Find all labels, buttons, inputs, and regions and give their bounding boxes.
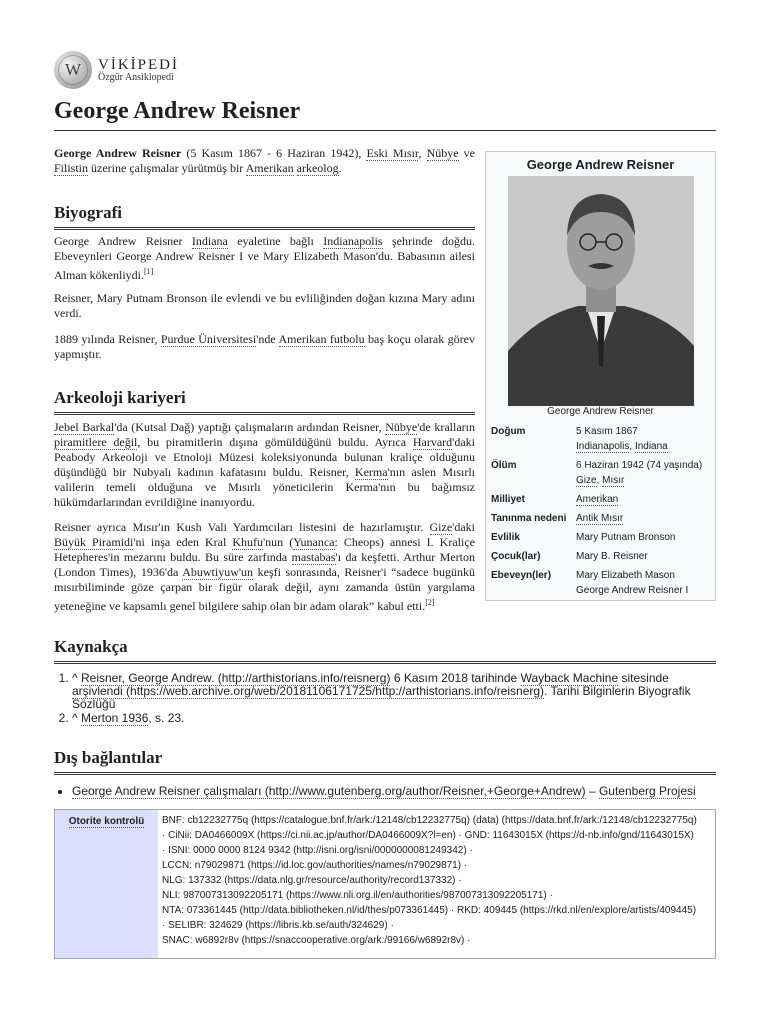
link-indiana[interactable]: Indiana xyxy=(191,234,228,248)
external-links-list xyxy=(72,784,696,798)
page-title: George Andrew Reisner xyxy=(54,98,716,131)
link-jebel-barkal[interactable]: Jebel Barkal xyxy=(54,420,115,434)
lead-paragraph: George Andrew Reisner (5 Kasım 1867 - 6 Haziran 1942), Eski Mısır, Nübye ve Filistin üzerine çalışmalar yürütmüş bir Amerikan arkeolog. xyxy=(54,146,475,175)
authority-line[interactable]: BNF: cb12232775q (https://catalogue.bnf.fr/ark:/12148/cb12232775q) (data) (https://data.bnf.fr/ark:/12148/cb12232775q) xyxy=(162,815,697,826)
infobox-row-evlilik: Evlilik Mary Putnam Bronson xyxy=(491,532,676,543)
lead-subject: George Andrew Reisner xyxy=(54,146,182,160)
career-paragraph-2: Reisner ayrıca Mısır'ın Kush Vali Yardımcıları listesini de hazırlamıştır. Gize'daki Büyük Piramidi'ni inşa eden Kral Khufu'nun (Yunanca: Cheops) annesi I. Kraliçe Hetepheres'in mezarını buldu. Bu süre zarfında mastabas'ı da keşfetti. Arthur Merton (London Times), 1936'da Abuwtiyuw'un keşfi sonrasında, Reisner'i “sadece bugünkü mısırbiliminde göze çarpan bir figür olarak değil, aynı zamanda üstün yargılama yeteneğine ve kapsamlı genel bilgilere sahip olan bir adam olarak” kabul etti.[2] xyxy=(54,520,475,613)
bio-paragraph-2: Reisner, Mary Putnam Bronson ile evlendi ve bu evliliğinden doğan kızına Mary adını verdi. xyxy=(54,291,475,320)
link-wayback-machine[interactable]: Wayback Machine xyxy=(520,671,619,685)
infobox-table xyxy=(490,422,714,600)
link-harvard[interactable]: Harvard xyxy=(412,435,453,449)
link-amerikan[interactable]: Amerikan xyxy=(245,161,294,175)
authority-control-list xyxy=(162,813,716,948)
link-nubye-2[interactable]: Nübye xyxy=(385,420,418,434)
infobox-row-taninma: Tanınma nedeni Antik Mısır xyxy=(491,513,624,524)
references-list xyxy=(72,672,712,726)
puzzle-globe-icon xyxy=(54,51,92,89)
ref-2-backlink[interactable]: ^ xyxy=(72,711,78,725)
heading-kaynakca: Kaynakça xyxy=(54,637,716,664)
infobox-row-milliyet: Milliyet Amerikan xyxy=(491,494,619,505)
link-gize-ib[interactable]: Gize xyxy=(576,475,597,486)
authority-line[interactable]: NLI: 987007313092205171 (https://www.nli.org.il/en/authorities/987007313092205171) · xyxy=(162,890,553,901)
link-khufu[interactable]: Khufu xyxy=(232,535,263,549)
authority-line[interactable]: LCCN: n79029871 (https://id.loc.gov/authorities/names/n79029871) · xyxy=(162,860,468,871)
link-indianapolis[interactable]: Indianapolis xyxy=(323,234,383,248)
link-abuwtiyuw[interactable]: Abuwtiyuw'un xyxy=(182,565,254,579)
portrait-photo[interactable] xyxy=(508,176,694,406)
authority-line[interactable]: · SELIBR: 324629 (https://libris.kb.se/auth/324629) · xyxy=(162,920,394,931)
reference-1: 1. ^ Reisner, George Andrew. (http://arthistorians.info/reisnerg) 6 Kasım 2018 tarihinde Wayback Machine sitesinde arşivlendi (https://web.archive.org/web/20181106171725/http://arthistorians.info/reisnerg). Tarihi Bilginlerin Biyografik Sözlüğü xyxy=(72,672,712,711)
infobox-row-cocuk: Çocuk(lar) Mary B. Reisner xyxy=(491,551,648,562)
infobox-row-ebeveyn: Ebeveyn(ler) Mary Elizabeth Mason George Andrew Reisner I xyxy=(491,570,689,596)
infobox-row-dogum: Doğum 5 Kasım 1867 Indianapolis, Indiana xyxy=(491,426,668,452)
ref-1-link[interactable]: [1] xyxy=(144,267,154,276)
external-link-item: • George Andrew Reisner çalışmaları (http://www.gutenberg.org/author/Reisner,+George+Andrew) – Gutenberg Projesi xyxy=(72,784,696,798)
ref-2-link[interactable]: [2] xyxy=(425,598,435,607)
link-gutenberg-projesi[interactable]: Gutenberg Projesi xyxy=(598,784,696,798)
authority-control-box xyxy=(54,809,716,959)
infobox xyxy=(485,151,716,601)
link-buyuk-piramidi[interactable]: Büyük Piramidi xyxy=(54,535,134,549)
link-purdue[interactable]: Purdue Üniversitesi xyxy=(160,332,257,346)
bio-paragraph-1: George Andrew Reisner Indiana eyaletine bağlı Indianapolis şehrinde doğdu. Ebeveynleri George Andrew Reisner I ve Mary Elizabeth Mason'du. Babasının ailesi Alman kökenliydi.[1] xyxy=(54,234,475,282)
link-archived[interactable]: arşivlendi (https://web.archive.org/web/20181106171725/http://arthistorians.info/reisnerg) xyxy=(72,684,545,698)
wikipedia-logo[interactable] xyxy=(54,51,179,89)
infobox-title: George Andrew Reisner xyxy=(526,157,675,172)
authority-line[interactable]: SNAC: w6892r8v (https://snaccooperative.org/ark:/99166/w6892r8v) · xyxy=(162,935,471,946)
bio-paragraph-3: 1889 yılında Reisner, Purdue Üniversitesi'nde Amerikan futbolu baş koçu olarak görev yapmıştır. xyxy=(54,332,475,361)
link-eski-misir[interactable]: Eski Mısır xyxy=(366,146,419,160)
link-nubye[interactable]: Nübye xyxy=(426,146,459,160)
career-paragraph-1: Jebel Barkal'da (Kutsal Dağ) yaptığı çalışmaların ardından Reisner, Nübye'de kralların piramitlere değil, bu piramitlerin dışına gömüldüğünü buldu. Ayrıca Harvard'daki Peabody Arkeoloji ve Etnoloji Müzesi koleksiyonunda bulunan kraliçe olduğunu düşündüğü bir Nubyalı kadının kafatasını buldu. Reisner, Kerma'nın aslen Mısırlı valilerin temeli olduğuna ve Mısırlı yöneticilerin Kerma'nın bu bağımsız hükümdarlarından evrildiğine inanıyordu. xyxy=(54,420,476,509)
link-piramitlere-degil[interactable]: piramitlere değil xyxy=(54,435,138,449)
link-misir-ib[interactable]: Mısır xyxy=(602,475,625,486)
link-kerma[interactable]: Kerma xyxy=(354,465,388,479)
heading-biyografi: Biyografi xyxy=(54,203,475,230)
link-arthistorians[interactable]: Reisner, George Andrew. (http://arthistorians.info/reisnerg) xyxy=(80,671,391,685)
heading-arkeoloji-kariyeri: Arkeoloji kariyeri xyxy=(54,388,475,415)
infobox-row-olum: Ölüm 6 Haziran 1942 (74 yaşında) Gize, Mısır xyxy=(491,460,703,486)
reference-2: 2. ^ Merton 1936, s. 23. xyxy=(72,712,712,725)
link-indianapolis-ib[interactable]: Indianapolis xyxy=(576,441,630,452)
link-gutenberg-works[interactable]: George Andrew Reisner çalışmaları (http://www.gutenberg.org/author/Reisner,+George+Andrew) xyxy=(72,784,586,798)
link-antik-misir[interactable]: Antik Mısır xyxy=(576,513,624,524)
link-amerikan-futbolu[interactable]: Amerikan futbolu xyxy=(278,332,365,346)
link-filistin[interactable]: Filistin xyxy=(54,161,89,175)
authority-control-label: Otorite kontrolü xyxy=(55,810,158,958)
heading-dis-baglantilar: Dış bağlantılar xyxy=(54,748,716,775)
link-arkeolog[interactable]: arkeolog xyxy=(296,161,339,175)
logo-wordmark: VİKİPEDİ xyxy=(98,57,179,73)
link-indiana-ib[interactable]: Indiana xyxy=(634,441,668,452)
authority-line[interactable]: · ISNI: 0000 0000 8124 9342 (http://isni.org/isni/0000000081249342) · xyxy=(162,845,473,856)
logo-tagline: Özgür Ansiklopedi xyxy=(98,72,174,83)
link-yunanca[interactable]: Yunanca xyxy=(293,535,335,549)
ref-1-backlink[interactable]: ^ xyxy=(72,671,78,685)
portrait-caption: George Andrew Reisner xyxy=(547,406,654,417)
authority-line[interactable]: NTA: 073361445 (http://data.bibliotheken.nl/id/thes/p073361445) · RKD: 409445 (https://rkd.nl/en/explore/artists/409445) xyxy=(162,905,697,916)
link-merton-1936[interactable]: Merton 1936 xyxy=(80,711,149,725)
link-gize[interactable]: Gize xyxy=(429,520,453,534)
authority-line[interactable]: · CiNii: DA0466009X (https://ci.nii.ac.jp/author/DA0466009X?l=en) · GND: 11643015X (https://d-nb.info/gnd/11643015X) xyxy=(162,830,694,841)
authority-line[interactable]: NLG: 137332 (https://data.nlg.gr/resource/authority/record137332) · xyxy=(162,875,462,886)
link-mastabas[interactable]: mastabas xyxy=(291,550,336,564)
link-amerikan-ib[interactable]: Amerikan xyxy=(576,494,619,505)
